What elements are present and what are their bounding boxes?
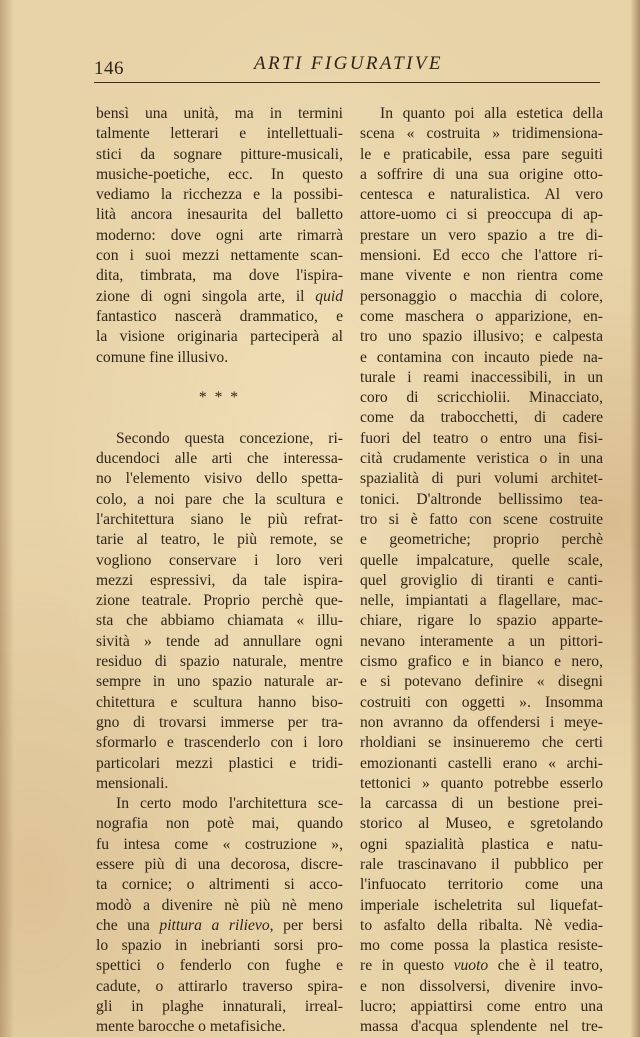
text-line: con i suoi mezzi nettamente scan- [96,247,343,265]
text-line: e geometriche; proprio perchè [360,531,603,549]
paragraph-continuation [96,104,343,368]
text-line: turale i reami inaccessibili, in un [360,368,603,386]
text-line: fu intesa come « costruzione », [96,835,343,853]
text-line: Secondo questa concezione, ri- [116,429,343,447]
right-column [360,104,604,1036]
paragraph [96,794,343,1038]
text-line [96,916,343,936]
italic-word: vuoto [453,957,489,975]
text-line: tonici. D'altronde bellissimo tea- [360,490,603,508]
text-line: l'architettura siano le più refrat- [96,510,343,528]
text-line: come maschera o apparizione, en- [360,307,603,325]
text-line: moderno: dove ogni arte rimarrà [96,226,343,244]
text-line: In quanto poi alla estetica della [380,105,603,122]
text-line: comune fine illusivo. [96,348,229,366]
text-line: coro di scricchiolii. Minacciato, [360,389,603,407]
text-line: colo, a noi pare che la scultura e [96,490,343,508]
text-line: nografia non potè mai, quando [96,815,343,833]
running-head: ARTI FIGURATIVE [254,53,443,74]
text-line: quel groviglio di tiranti e canti- [360,571,603,589]
text-line: vogliono conservare i loro veri [96,551,343,569]
text-span: , per bersi [269,916,343,934]
text-line: ducendoci alle arti che interessa- [96,450,343,468]
spacer [96,368,343,388]
text-line: vediamo la ricchezza e la possibi- [96,186,343,204]
text-span: zione di ogni singola arte, il [96,287,316,305]
page-header [94,50,604,86]
italic-word: quid [315,287,343,305]
page-number: 146 [94,58,124,79]
text-line: tro si è fatto con scene costruite [360,510,603,528]
text-line: a soffrire di una sua origine otto- [360,165,603,183]
text-line: stici da sognare pitture-musicali, [96,145,343,163]
text-line: la visione originaria parteciperà al [96,328,343,346]
text-line: rale trascinavano il pubblico per [360,855,603,873]
text-line: cismo grafico e in bianco e nero, [360,653,603,671]
page-edge-shadow-left [0,0,14,1037]
text-line: quelle impalcature, quelle scale, [360,551,603,569]
text-line: spazialità di puri volumi architet- [360,470,603,488]
text-line: mensioni. Ed ecco che l'attore ri- [360,247,603,265]
text-line: sività » tende ad annullare ogni [96,632,343,650]
text-line: nelle, impiantati a flagellare, mac- [360,592,603,610]
left-column [96,104,343,1036]
text-line: scena « costruita » tridimensiona- [360,125,603,143]
section-separator: * * * [198,389,241,407]
text-line: chiare, rigare lo spazio apparte- [360,612,603,630]
text-line: modò a divenire nè più nè meno [96,896,343,914]
text-line [96,287,343,307]
text-line: gli in plaghe innaturali, irreal- [96,998,343,1016]
text-line: fantastico nascerà drammatico, e [96,307,343,325]
text-line: mo come possa la plastica resiste- [360,937,603,955]
text-line: nevano interamente a un pittori- [360,632,603,650]
text-line: mezzi espressivi, da tale ispira- [96,571,343,589]
text-span: che una [96,916,160,934]
text-line: mensionali. [96,774,169,792]
text-line: sformarlo e trascenderlo con i loro [96,734,343,752]
paragraph [360,104,603,1038]
spacer [96,408,343,428]
text-line: sempre in uno spazio naturale ar- [96,673,343,691]
paragraph [96,429,343,794]
text-line: zione teatrale. Proprio perchè que- [96,592,343,610]
text-line: lo spazio in inebrianti sorsi pro- [96,937,343,955]
text-line: lità ancora inesaurita del balletto [96,206,343,224]
text-line: gno di trovarsi immerse per tra- [96,713,343,731]
text-line: e non dissolversi, divenire invo- [360,977,603,995]
text-line: bensì una unità, ma in termini [96,105,343,122]
text-line: spettici o fenderlo con fughe e [96,957,343,975]
text-line: essere più di una decorosa, discre- [96,855,343,873]
text-line: come da trabocchetti, di cadere [360,409,603,427]
italic-phrase: pittura a rilievo [159,916,270,934]
text-line: In certo modo l'architettura sce- [116,795,343,813]
text-line: no l'elemento visivo dello spetta- [96,470,343,488]
text-line: talmente letterari e intellettuali- [96,125,343,143]
text-line: residuo di spazio naturale, mentre [96,653,343,671]
text-line: particolari mezzi plastici e tridi- [96,754,343,772]
text-line: to asfalto della ribalta. Nè vedia- [360,916,603,934]
text-line: massa d'acqua splendente nel tre- [360,1018,603,1036]
text-line: attore-uomo ci si preoccupa di ap- [360,206,603,224]
text-line: prestare un vero spazio a tre di- [360,226,603,244]
text-line: tettonici » quanto potrebbe esserlo [360,774,603,792]
text-span: re in questo [360,957,454,975]
text-line: tro uno spazio illusivo; e calpesta [360,328,603,346]
text-line: costruiti con oggetti ». Insomma [360,693,603,711]
text-line: rholdiani se insinueremo che certi [360,734,603,752]
text-line: lucro; appiattirsi come entro una [360,998,603,1016]
text-line: mane vivente e non rientra come [360,267,603,285]
text-line: cadute, o attirarlo traverso spira- [96,977,343,995]
header-rule [94,82,600,83]
text-line: emozionanti castelli erano « archi- [360,754,603,772]
text-line: imperiale ischeletrita sul liquefat- [360,896,603,914]
text-line: e contamina con incauto piede na- [360,348,603,366]
text-line: storico al Museo, e sgretolando [360,815,603,833]
text-line: tarie al teatro, le più remote, se [96,531,343,549]
text-line: e si potevano definire « disegni [360,673,603,691]
text-span: che è il teatro, [488,957,604,975]
page-edge-shadow-right [630,0,640,1037]
text-line [360,956,603,976]
text-line: chitettura e scultura hanno biso- [96,693,343,711]
text-line: centesca e naturalistica. Al vero [360,186,603,204]
text-line: cità crudamente veristica o in una [360,450,603,468]
text-line: ogni spazialità plastica e natu- [360,835,603,853]
text-line: l'infuocato territorio come una [360,876,603,894]
text-line: le e praticabile, essa pare seguiti [360,145,603,163]
text-line: dita, timbrata, ma dove l'ispira- [96,267,343,285]
text-line: musiche-poetiche, ecc. In questo [96,165,343,183]
text-line: fuori del teatro o entro una fisi- [360,429,603,447]
text-line: personaggio o macchia di colore, [360,287,603,305]
text-line: mente barocche o metafisiche. [96,1018,286,1036]
text-line: la carcassa di un bestione prei- [360,795,603,813]
text-line: ta cornice; o altrimenti si acco- [96,876,343,894]
text-line: non avranno da offendersi i meye- [360,713,603,731]
text-line: sta che abbiamo chiamata « illu- [96,612,343,630]
